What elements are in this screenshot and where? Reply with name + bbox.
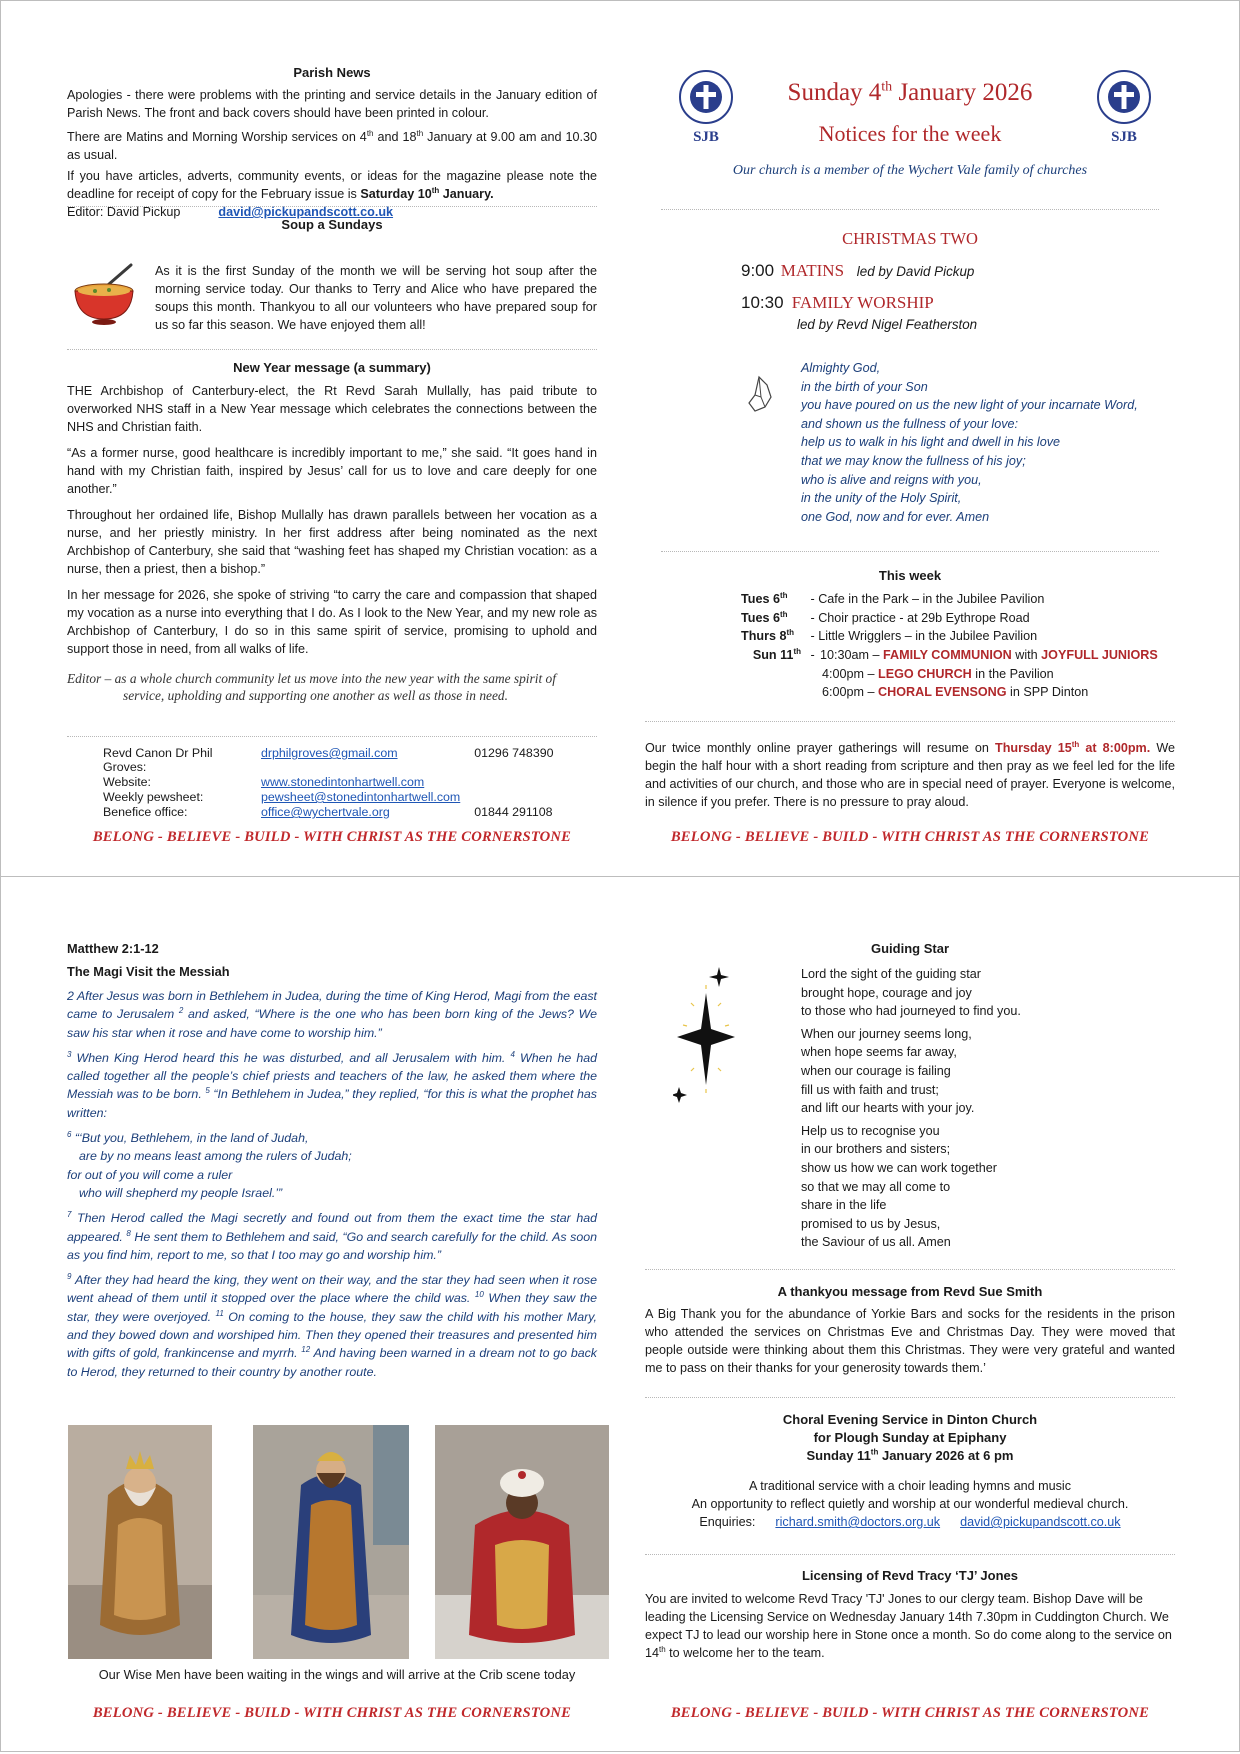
divider [67, 349, 597, 350]
wise-man-photo-1 [68, 1425, 212, 1659]
sjb-logo-right [1093, 69, 1155, 145]
divider [661, 551, 1159, 552]
event-day: Thurs 8th [741, 627, 795, 643]
service-item-family-worship: 10:30 FAMILY WORSHIP [741, 293, 934, 312]
footer-motto: BELONG - BELIEVE - BUILD - WITH CHRIST AS THE CORNERSTONE [92, 829, 572, 845]
divider [645, 1269, 1175, 1270]
contact-row [103, 805, 554, 820]
scripture-text [67, 987, 597, 1381]
soup-text: As it is the first Sunday of the month we will be serving hot soup after the morning service today. Our thanks to Terry and Alice who have prepared the soups this month. Thankyou to all our volunteers who have prepared soup for us so far this season. We have enjoyed them all! [155, 264, 597, 332]
collect-line: in the unity of the Holy Spirit, [801, 491, 962, 506]
contact-value-cell [259, 746, 460, 775]
contact-phone: 01296 748390 [474, 746, 554, 760]
new-year-p4: In her message for 2026, she spoke of striving “to carry the care and compassion that shaped my vocation as a nurse into everything that I do. As I look to the New Year, and my new role as Archbishop of Canterbury, I do so in this same spirit of service, promising to uphold and support those in need, from all walks of life. [67, 588, 597, 656]
logo-text: SJB [693, 129, 719, 145]
verses-3-5: $^3$ When King Herod heard this he was disturbed, and all Jerusalem with him. $^4$ When he had called together all the people’s chief priests and teachers of the law, he asked them where the Messiah was to be born. $^5$ “In Bethlehem in Judea,” they replied, “for this is what the prophet has written: [67, 1049, 598, 1120]
poem-line: to those who had journeyed to find you. [801, 1004, 1021, 1019]
parish-news-heading: Parish News [293, 65, 371, 80]
divider [645, 1554, 1175, 1555]
new-year-p2: “As a former nurse, good healthcare is incredibly important to me,” she said. “It goes hand in hand with my Christian faith, inspired by Jesus’ call for us to love and care deeply for one another.” [67, 446, 597, 496]
divider [67, 206, 597, 207]
footer-motto: BELONG - BELIEVE - BUILD - WITH CHRIST AS THE CORNERSTONE [670, 829, 1150, 845]
parish-news-body [67, 86, 597, 221]
poem-line: fill us with faith and trust; [801, 1082, 939, 1097]
masthead-tagline: Our church is a member of the Wychert Vale family of churches [732, 163, 1088, 178]
collect-line: one God, now and for ever. Amen [801, 509, 990, 524]
editor-note: Editor – as a whole church community let us move into the new year with the same spirit of service, upholding and supporting one another as well as those in need. [67, 671, 556, 703]
collect-line: in the birth of your Son [801, 379, 928, 394]
front-left-column [67, 1, 597, 876]
contact-value-cell [259, 805, 460, 820]
event-text: Little Wrigglers – in the Jubilee Pavilion [818, 629, 1038, 643]
contact-label: Website: [103, 775, 151, 789]
poem-line: promised to us by Jesus, [801, 1216, 941, 1231]
contact-link[interactable]: office@wychertvale.org [261, 805, 390, 819]
week-event: Tues 6th - Choir practice - at 29b Eythrope Road [741, 609, 1175, 628]
services-heading: CHRISTMAS TWO [842, 229, 978, 248]
notices-back-sheet [0, 876, 1240, 1752]
divider [67, 736, 597, 737]
choral-details: A traditional service with a choir leading hymns and music An opportunity to reflect quietly and worship at our wonderful medieval church. Enquiries: richard.smith@doctors.org.uk david@pickupandscott.co.uk [691, 1479, 1129, 1529]
poem-line: show us how we can work together [801, 1160, 998, 1175]
contact-row [103, 746, 554, 775]
new-year-p3: Throughout her ordained life, Bishop Mullally has drawn parallels between her vocation as a nurse, and her priestly ministry. In her first address after being nominated as the next Archbishop of Canterbury, she said that “washing feet has shaped my Christian vocation: as a nurse, then a priest, then a bishop.” [67, 508, 597, 576]
contact-phone [460, 790, 553, 805]
contact-link[interactable]: pewsheet@stonedintonhartwell.com [261, 790, 461, 804]
footer-motto: BELONG - BELIEVE - BUILD - WITH CHRIST AS THE CORNERSTONE [670, 1705, 1150, 1721]
new-year-body [67, 382, 597, 658]
enquiry-email-link-2[interactable]: david@pickupandscott.co.uk [960, 1515, 1121, 1529]
collect-line: Almighty God, [801, 361, 881, 375]
collect-line: you have poured on us the new light of your incarnate Word, [801, 398, 1138, 413]
contact-link[interactable]: drphilgroves@gmail.com [261, 746, 398, 760]
praying-hands-icon [745, 375, 775, 413]
contact-value-cell [259, 790, 460, 805]
verses-1-2: 2 After Jesus was born in Bethlehem in Judea, during the time of King Herod, Magi from the east came to Jerusalem $^2$ and asked, “Where is the one who has been born king of the Jews? We saw his star when it rose and have come to worship him.” [67, 989, 597, 1040]
divider [645, 721, 1175, 722]
contact-label: Revd Canon Dr Phil Groves: [103, 746, 213, 774]
collect-line: that we may know the fullness of his joy; [801, 453, 1026, 468]
poem-line: Lord the sight of the guiding star [801, 967, 981, 981]
wise-man-photo-3 [435, 1425, 609, 1659]
contact-label: Benefice office: [103, 805, 188, 819]
divider [645, 1397, 1175, 1398]
contact-row [103, 790, 554, 805]
guiding-star-heading: Guiding Star [871, 941, 949, 956]
new-year-p1: THE Archbishop of Canterbury-elect, the Rt Revd Sarah Mullally, has paid tribute to overworked NHS staff in a New Year message which celebrates the connections between the NHS and Christian faith. [67, 384, 597, 434]
contact-value-cell [259, 775, 460, 790]
wise-men-caption: Our Wise Men have been waiting in the wings and will arrive at the Crib scene today [98, 1667, 576, 1682]
notices-front-sheet [0, 0, 1240, 876]
parish-news-deadline: If you have articles, adverts, community events, or ideas for the magazine please note the deadline for receipt of copy for the February issue is Saturday 10th January. [67, 169, 597, 201]
wise-man-photo-2 [253, 1425, 409, 1659]
prayer-gatherings-text: Our twice monthly online prayer gatherings will resume on Thursday 15th at 8:00pm. We begin the half hour with a short reading from scripture and then pray as we feel led for the life and activities of our church, and those who are in special need of prayer. Everyone is welcome, in silence if you prefer. There is no pressure to pray aloud. [645, 739, 1175, 809]
scripture-reference: Matthew 2:1-12 [67, 941, 159, 956]
event-day: Tues 6th [741, 590, 788, 606]
contact-phone [460, 775, 553, 790]
poem-line: when our courage is failing [801, 1063, 951, 1078]
star-icon [673, 963, 739, 1113]
poem-line: Help us to recognise you [801, 1123, 940, 1138]
thankyou-heading: A thankyou message from Revd Sue Smith [777, 1284, 1043, 1299]
masthead-title: Sunday 4th January 2026 [787, 79, 1033, 106]
contact-phone: 01844 291108 [474, 805, 553, 819]
divider [661, 209, 1159, 210]
service-leader-family-worship: led by Revd Nigel Featherston [797, 317, 978, 332]
licensing-heading: Licensing of Revd Tracy ‘TJ’ Jones [801, 1568, 1019, 1583]
editor-email-link[interactable]: david@pickupandscott.co.uk [218, 205, 394, 219]
poem-line: share in the life [801, 1198, 887, 1213]
contact-link[interactable]: www.stonedintonhartwell.com [261, 775, 425, 789]
guiding-star-poem [801, 965, 1175, 1252]
enquiry-email-link-1[interactable]: richard.smith@doctors.org.uk [775, 1515, 941, 1529]
verses-7-8: $^7$ Then Herod called the Magi secretly and found out from them the exact time the star had appeared. $^8$ He sent them to Bethlehem and said, “Go and search carefully for the child. As soon as you find him, report to me, so that I too may go and worship him.” [67, 1210, 597, 1262]
back-right-column [645, 877, 1175, 1751]
collect-prayer [801, 359, 1175, 526]
parish-news-services: There are Matins and Morning Worship services on 4th and 18th January at 9.00 am and 10.30 as usual. [67, 128, 597, 162]
poem-line: in our brothers and sisters; [801, 1142, 951, 1157]
parish-news-editor: Editor: David Pickup david@pickupandscott.co.uk [67, 205, 394, 219]
logo-text: SJB [1111, 129, 1137, 145]
event-choral-evensong: 6:00pm – CHORAL EVENSONG in SPP Dinton [822, 685, 1089, 699]
footer-motto: BELONG - BELIEVE - BUILD - WITH CHRIST AS THE CORNERSTONE [92, 1705, 572, 1721]
collect-line: who is alive and reigns with you, [801, 472, 982, 487]
contact-label: Weekly pewsheet: [103, 790, 204, 804]
this-week-heading: This week [878, 568, 942, 583]
week-event: Sun 11th - [741, 646, 1175, 665]
soup-heading: Soup a Sundays [281, 217, 383, 232]
verse-6: $^6$ “‘But you, Bethlehem, in the land of Judah, are by no means least among the rulers of Judah; for out of you will come a ruler who will shepherd my people Israel.’” [67, 1129, 352, 1200]
front-right-column [645, 1, 1175, 876]
sjb-logo-left [675, 69, 737, 145]
poem-line: so that we may all come to [801, 1179, 951, 1194]
poem-line: brought hope, courage and joy [801, 985, 972, 1000]
event-day: Sun 11th [752, 646, 801, 662]
contact-table [103, 746, 554, 820]
poem-line: When our journey seems long, [801, 1026, 972, 1041]
event-lego-church: 4:00pm – LEGO CHURCH in the Pavilion [822, 667, 1054, 681]
event-text: Choir practice - at 29b Eythrope Road [818, 610, 1030, 625]
collect-line: and shown us the fullness of your love: [801, 416, 1019, 431]
verses-9-12: $^9$ After they had heard the king, they went on their way, and the star they had seen when it rose went ahead of them until it stopped over the place where the child was. $^{10}$ When they saw the star, they were overjoyed. $^{11}$ On coming to the house, they saw the child with his mother Mary, and they bowed down and worshiped him. Then they opened their treasures and presented him with gifts of gold, frankincense and myrrh. $^{12}$ And having been warned in a dream not to go back to Herod, they returned to their country by another route. [67, 1272, 597, 1379]
licensing-text: You are invited to welcome Revd Tracy 'TJ' Jones to our clergy team. Bishop Dave will be leading the Licensing Service on Wednesday January 14th 7.30pm in Cuddington Church. We expect TJ to lead our worship here in Stone once a month. So do come along to the service on 14th to welcome her to the team. [645, 1592, 1172, 1660]
soup-bowl-icon [71, 261, 137, 327]
week-event: Thurs 8th - Little Wrigglers – in the Jubilee Pavilion [741, 627, 1175, 646]
week-event: Tues 6th - Cafe in the Park – in the Jubilee Pavilion [741, 590, 1175, 609]
choral-heading: Choral Evening Service in Dinton Church for Plough Sunday at Epiphany Sunday 11th January 2026 at 6 pm [782, 1412, 1038, 1463]
collect-line: help us to walk in his light and dwell in his love [801, 435, 1061, 450]
scripture-title: The Magi Visit the Messiah [67, 964, 230, 979]
masthead-subtitle: Notices for the week [818, 121, 1002, 146]
service-item-matins: 9:00 MATINS led by David Pickup [741, 261, 975, 280]
poem-line: when hope seems far away, [801, 1045, 957, 1060]
contact-row [103, 775, 554, 790]
poem-line: and lift our hearts with your joy. [801, 1101, 975, 1116]
new-year-heading: New Year message (a summary) [233, 360, 431, 375]
event-day: Tues 6th [741, 609, 788, 625]
parish-news-apology: Apologies - there were problems with the printing and service details in the January edition of Parish News. The front and back covers should have been printed in colour. [67, 88, 597, 120]
poem-line: the Saviour of us all. Amen [801, 1235, 951, 1250]
thankyou-text: A Big Thank you for the abundance of Yorkie Bars and socks for the residents in the prison who attended the services on Christmas Eve and Christmas Day. They were moved that people outside were thinking about them this Christmas. They were very grateful and wanted me to pass on their thanks for your generosity towards them.’ [645, 1307, 1175, 1375]
event-text: Cafe in the Park – in the Jubilee Pavilion [818, 592, 1045, 606]
event-family-communion: 10:30am – FAMILY COMMUNION with JOYFULL JUNIORS [820, 648, 1158, 662]
